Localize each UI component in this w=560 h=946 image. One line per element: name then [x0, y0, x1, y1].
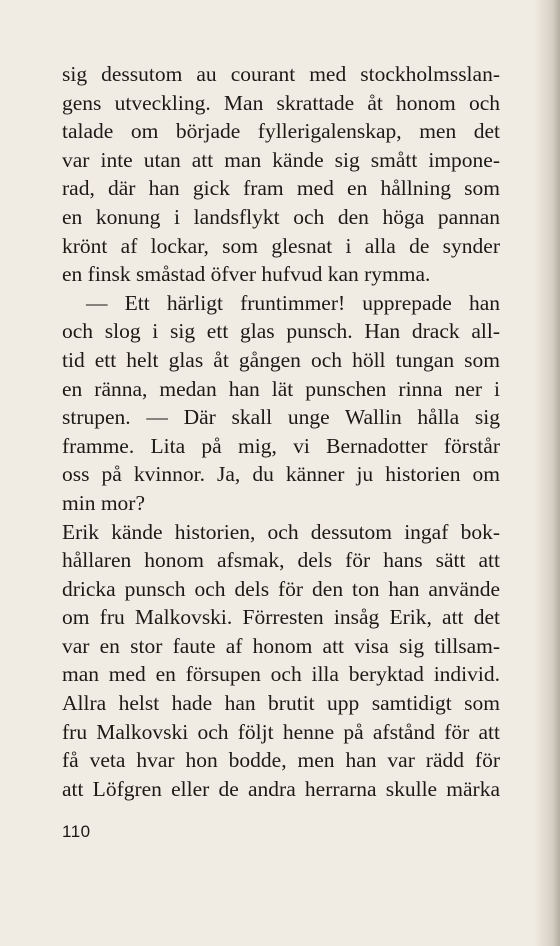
text-line: oss på kvinnor. Ja, du känner ju historien om [62, 462, 500, 487]
text-line: fru Malkovski och följt henne på afstånd för att [62, 719, 500, 744]
text-line: sig dessutom au courant med stockholmsslan- [62, 62, 500, 86]
text-line: gens utveckling. Man skrattade åt honom och [62, 90, 500, 115]
body-text [62, 60, 500, 803]
text-line: en konung i landsflykt och den höga pannan [62, 204, 500, 229]
text-line: talade om började fyllerigalenskap, men det [62, 119, 500, 144]
text-line: strupen. — Där skall unge Wallin hålla sig [62, 405, 500, 430]
text-line: och slog i sig ett glas punsch. Han drack all- [62, 319, 500, 344]
text-line: var inte utan att man kände sig smått impone- [62, 147, 500, 172]
text-line: tid ett helt glas åt gången och höll tungan som [62, 347, 500, 372]
text-line: rad, där han gick fram med en hållning som [62, 176, 500, 201]
text-line: man med en försupen och illa beryktad individ. [62, 662, 500, 687]
text-line: min mor? [62, 490, 145, 515]
text-line: om fru Malkovski. Förresten insåg Erik, att det [62, 605, 500, 630]
text-line: en ränna, medan han lät punschen rinna ner i [62, 376, 500, 401]
text-line: — Ett härligt fruntimmer! upprepade han [86, 290, 500, 315]
text-line: Allra helst hade han brutit upp samtidigt som [62, 691, 500, 716]
text-line: att Löfgren eller de andra herrarna skulle märka [62, 776, 500, 801]
text-line: en finsk småstad öfver hufvud kan rymma. [62, 262, 431, 287]
text-line: Erik kände historien, och dessutom ingaf bok- [62, 519, 500, 544]
text-line: krönt af lockar, som glesnat i alla de synder [62, 233, 500, 258]
page-edge-shadow [534, 0, 560, 946]
text-line: få veta hvar hon bodde, men han var rädd för [62, 748, 500, 773]
text-line: hållaren honom afsmak, dels för hans sätt att [62, 548, 500, 573]
text-line: dricka punsch och dels för den ton han använde [62, 576, 500, 601]
text-line: framme. Lita på mig, vi Bernadotter förstår [62, 433, 500, 458]
page-number: 110 [62, 822, 91, 841]
text-line: var en stor faute af honom att visa sig tillsam- [62, 633, 500, 658]
